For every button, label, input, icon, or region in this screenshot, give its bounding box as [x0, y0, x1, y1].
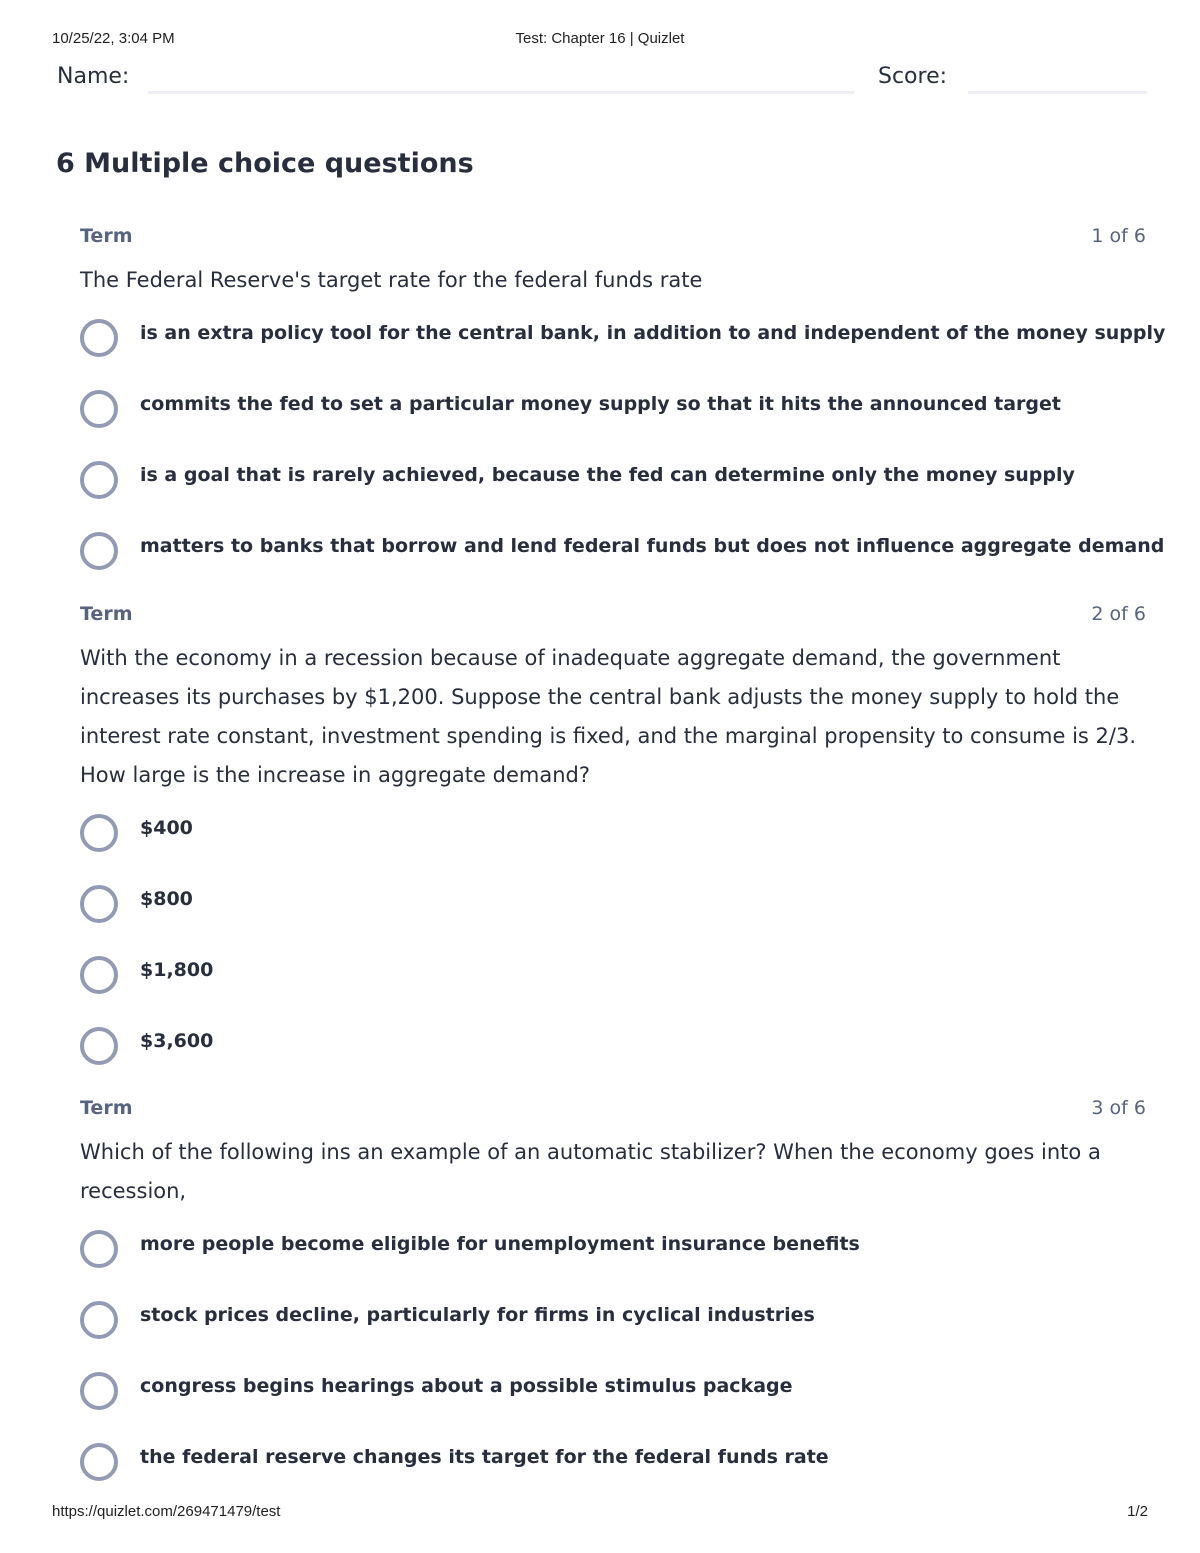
- radio-button[interactable]: [80, 1027, 118, 1065]
- answer-option[interactable]: [80, 874, 1146, 945]
- radio-button[interactable]: [80, 1230, 118, 1268]
- answer-option[interactable]: [80, 1219, 1146, 1290]
- question-prompt: Which of the following ins an example of an automatic stabilizer? When the economy goes into a recession,: [80, 1140, 1101, 1203]
- answer-option-text: $800: [140, 888, 193, 910]
- answer-option-text: commits the fed to set a particular money supply so that it hits the announced target: [140, 393, 1061, 415]
- answer-option[interactable]: [80, 1361, 1146, 1432]
- radio-button[interactable]: [80, 319, 118, 357]
- answer-options: [80, 308, 1166, 592]
- radio-button[interactable]: [80, 814, 118, 852]
- answer-option-text: $1,800: [140, 959, 214, 981]
- radio-button[interactable]: [80, 532, 118, 570]
- term-label: Term: [80, 1097, 133, 1119]
- radio-button[interactable]: [80, 885, 118, 923]
- question-counter: 1 of 6: [1091, 225, 1146, 247]
- name-field[interactable]: [148, 91, 854, 94]
- page-number: 1/2: [1127, 1503, 1148, 1520]
- answer-option[interactable]: [80, 1016, 1146, 1087]
- question-1: [80, 225, 1166, 592]
- radio-button[interactable]: [80, 1301, 118, 1339]
- radio-button[interactable]: [80, 461, 118, 499]
- name-score-row: [57, 60, 1147, 100]
- question-2: [80, 603, 1146, 1087]
- answer-option[interactable]: [80, 521, 1165, 592]
- answer-option[interactable]: [80, 308, 1166, 379]
- answer-option-text: stock prices decline, particularly for firms in cyclical industries: [140, 1304, 815, 1326]
- score-field[interactable]: [968, 91, 1147, 94]
- radio-button[interactable]: [80, 1443, 118, 1481]
- section-title: 6 Multiple choice questions: [56, 148, 474, 179]
- answer-options: [80, 803, 1146, 1087]
- radio-button[interactable]: [80, 390, 118, 428]
- answer-option[interactable]: [80, 803, 1146, 874]
- radio-button[interactable]: [80, 1372, 118, 1410]
- page-url[interactable]: https://quizlet.com/269471479/test: [52, 1503, 281, 1520]
- question-3: [80, 1097, 1146, 1503]
- answer-option-text: matters to banks that borrow and lend federal funds but does not influence aggregate demand: [140, 535, 1165, 557]
- answer-option-text: $400: [140, 817, 193, 839]
- answer-option[interactable]: [80, 450, 1146, 521]
- question-prompt: With the economy in a recession because of inadequate aggregate demand, the government increases its purchases by $1,200. Suppose the central bank adjusts the money supply to hold the interest rate constant, investment spending is fixed, and the marginal propensity to consume is 2/3. How large is the increase in aggregate demand?: [80, 646, 1136, 787]
- radio-button[interactable]: [80, 956, 118, 994]
- answer-option[interactable]: [80, 1290, 1146, 1361]
- answer-option-text: more people become eligible for unemployment insurance benefits: [140, 1233, 860, 1255]
- answer-option-text: the federal reserve changes its target for the federal funds rate: [140, 1446, 829, 1468]
- print-title: Test: Chapter 16 | Quizlet: [515, 30, 685, 47]
- question-counter: 3 of 6: [1091, 1097, 1146, 1119]
- question-counter: 2 of 6: [1091, 603, 1146, 625]
- print-footer: [52, 1503, 1148, 1521]
- answer-option[interactable]: [80, 379, 1146, 450]
- question-prompt: The Federal Reserve's target rate for the federal funds rate: [80, 268, 703, 292]
- answer-option[interactable]: [80, 1432, 1146, 1503]
- score-label: Score:: [878, 64, 948, 89]
- term-label: Term: [80, 225, 133, 247]
- term-label: Term: [80, 603, 133, 625]
- print-date: 10/25/22, 3:04 PM: [52, 30, 175, 47]
- answer-option[interactable]: [80, 945, 1146, 1016]
- answer-option-text: congress begins hearings about a possible stimulus package: [140, 1375, 793, 1397]
- name-label: Name:: [57, 64, 130, 89]
- answer-option-text: $3,600: [140, 1030, 214, 1052]
- print-header: [52, 30, 1148, 48]
- answer-option-text: is an extra policy tool for the central bank, in addition to and independent of the money supply: [140, 322, 1166, 344]
- answer-option-text: is a goal that is rarely achieved, because the fed can determine only the money supply: [140, 464, 1075, 486]
- answer-options: [80, 1219, 1146, 1503]
